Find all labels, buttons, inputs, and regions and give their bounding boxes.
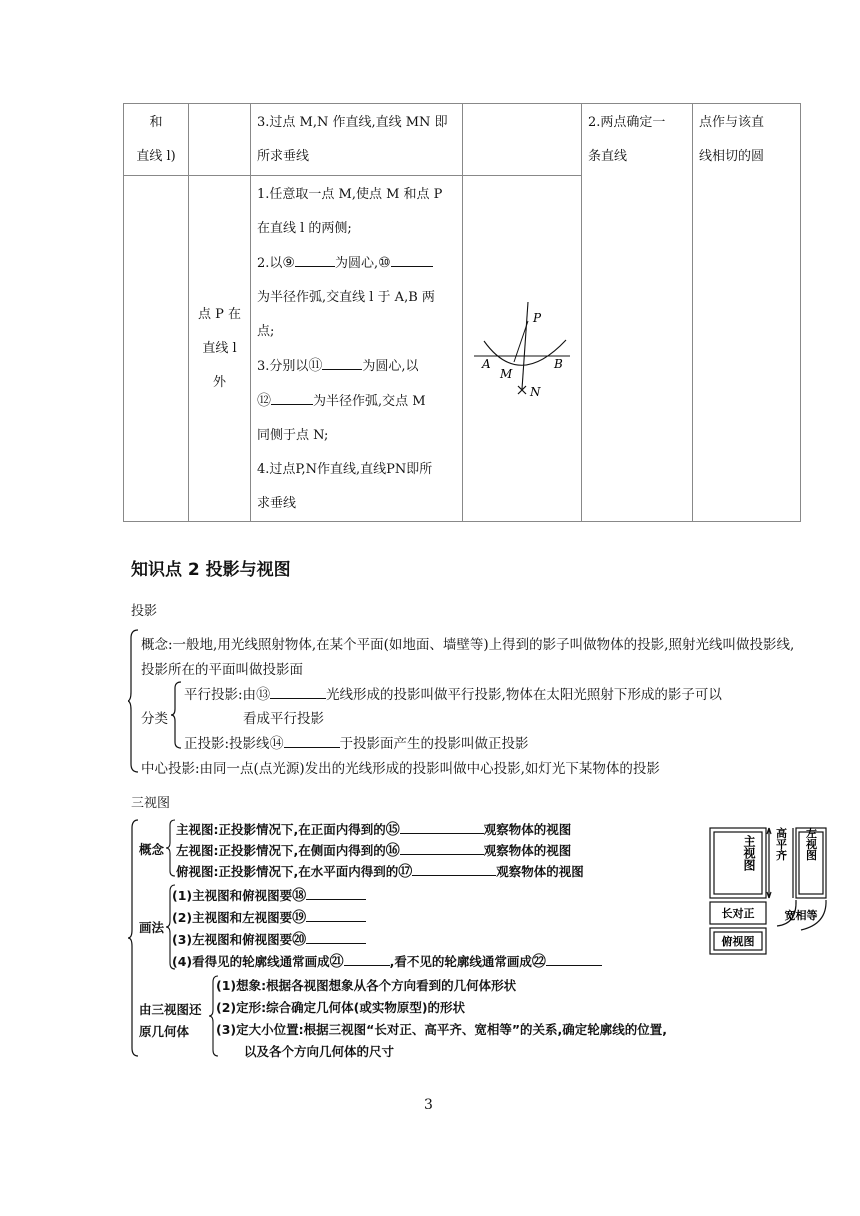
blank-number: ㉑: [329, 954, 344, 970]
label-p: P: [533, 310, 542, 325]
construction-table: [123, 103, 801, 522]
fill-blank[interactable]: [306, 909, 366, 922]
table-row: [124, 104, 801, 176]
label-m: M: [500, 366, 513, 381]
diagram-top-label: 俯视图: [721, 935, 755, 948]
empty-cell: [189, 104, 251, 176]
blank-number: ⑪: [308, 358, 323, 374]
restore-item: (1)想象:根据各视图想象从各个方向看到的几何体形状: [216, 978, 517, 993]
concept-label: 概念: [139, 842, 165, 857]
blank-number: ㉒: [531, 954, 546, 970]
diagram-width-label: 宽相等: [784, 909, 818, 922]
figure-cell: [463, 176, 582, 522]
basis-cell: 2.两点确定一 条直线: [582, 104, 693, 522]
page-number: 3: [424, 1097, 433, 1113]
method-label: 画法: [139, 920, 165, 935]
fill-blank[interactable]: [295, 252, 335, 267]
label-a: A: [482, 356, 491, 371]
fill-blank[interactable]: [546, 953, 602, 966]
restore-item: (3)定大小位置:根据三视图“长对正、高平齐、宽相等”的关系,确定轮廓线的位置,: [216, 1022, 668, 1037]
perpendicular-line: [522, 302, 528, 389]
central-projection-line: 中心投影:由同一点(点光源)发出的光线形成的投影叫做中心投影,如灯光下某物体的投影: [141, 761, 660, 777]
blank-number: ⑭: [269, 736, 284, 752]
section-title: 知识点 2 投影与视图: [131, 560, 291, 580]
fill-blank[interactable]: [284, 733, 340, 748]
parallel-projection-line: 看成平行投影: [243, 711, 324, 727]
concept-line: 概念:一般地,用光线照射物体,在某个平面(如地面、墙壁等)上得到的影子叫做物体的投影,照射光线叫做投影线,: [141, 637, 795, 653]
condition-cell: 和 直线 l): [124, 104, 189, 176]
blank-number: ⑲: [292, 910, 307, 926]
diagram-height-label: 高平齐: [774, 827, 788, 861]
restore-item: 以及各个方向几何体的尺寸: [244, 1044, 395, 1059]
condition-cell: 点 P 在 直线 l 外: [189, 176, 251, 522]
blank-number: ⑱: [292, 888, 307, 904]
brace-icon: [171, 680, 183, 750]
parallel-projection-line: 平行投影:由⑬ 光线形成的投影叫做平行投影,物体在太阳光照射下形成的影子可以: [184, 683, 722, 704]
three-view-label: 三视图: [131, 796, 171, 811]
fill-blank[interactable]: [306, 931, 366, 944]
diagram-front-label: 主视图: [720, 835, 756, 849]
blank-number: ⑨: [282, 255, 295, 271]
brace-icon: [166, 818, 176, 878]
label-n: N: [530, 384, 541, 399]
fill-blank[interactable]: [412, 863, 496, 876]
fill-blank[interactable]: [344, 953, 390, 966]
blank-number: ⑩: [378, 255, 391, 271]
three-view-diagram: [709, 826, 829, 956]
fill-blank[interactable]: [271, 390, 313, 405]
empty-cell: [124, 176, 189, 522]
restore-label: 原几何体: [139, 1024, 190, 1039]
fill-blank[interactable]: [400, 821, 484, 834]
left-view-line: 左视图:正投影情况下,在侧面内得到的⑯ 观察物体的视图: [176, 843, 572, 859]
note-cell: 点作与该直 线相切的圆: [693, 104, 801, 522]
blank-number: ⑫: [257, 393, 271, 409]
blank-number: ⑰: [398, 864, 413, 880]
figure-cell: [463, 104, 582, 176]
fill-blank[interactable]: [322, 355, 362, 370]
steps-cell: 1.任意取一点 M,使点 M 和点 P 在直线 l 的两侧; 2.以⑨ 为圆心,⑩ 为半径作弧,交直线 l 于 A,B 两 点; 3.分别以⑪ 为圆心,以 ⑫ 为半径作弧,交点 M 同侧于点 N; 4.过点P,N作直线,直线PN即所 求垂线: [251, 176, 463, 522]
restore-item: (2)定形:综合确定几何体(或实物原型)的形状: [216, 1000, 466, 1015]
fill-blank[interactable]: [400, 842, 484, 855]
diagram-length-label: 长对正: [721, 907, 755, 920]
projection-label: 投影: [131, 604, 158, 619]
fill-blank[interactable]: [306, 887, 366, 900]
steps-cell: 3.过点 M,N 作直线,直线 MN 即 所求垂线: [251, 104, 463, 176]
orthographic-projection-line: 正投影:投影线⑭ 于投影面产生的投影叫做正投影: [184, 732, 529, 753]
blank-number: ⑳: [292, 932, 307, 948]
top-view-line: 俯视图:正投影情况下,在水平面内得到的⑰ 观察物体的视图: [176, 864, 584, 880]
blank-number: ⑮: [385, 822, 400, 838]
method-item: (1)主视图和俯视图要⑱: [172, 885, 366, 905]
diagram-left-label: 左视图: [804, 827, 818, 861]
blank-number: ⑬: [256, 687, 271, 703]
front-view-line: 主视图:正投影情况下,在正面内得到的⑮ 观察物体的视图: [176, 822, 572, 838]
method-item: (3)左视图和俯视图要⑳: [172, 929, 366, 949]
concept-line: 投影所在的平面叫做投影面: [141, 662, 303, 678]
blank-number: ⑯: [385, 843, 400, 859]
fill-blank[interactable]: [270, 684, 326, 699]
label-b: B: [554, 356, 563, 371]
fill-blank[interactable]: [391, 252, 433, 267]
restore-label: 由三视图还: [139, 1002, 202, 1017]
method-item: (2)主视图和左视图要⑲: [172, 907, 366, 927]
brace-icon: [128, 628, 140, 774]
method-item: (4)看得见的轮廓线通常画成㉑ ,看不见的轮廓线通常画成㉒: [172, 951, 602, 971]
perpendicular-construction-figure: [474, 294, 570, 404]
classify-label: 分类: [141, 711, 168, 727]
